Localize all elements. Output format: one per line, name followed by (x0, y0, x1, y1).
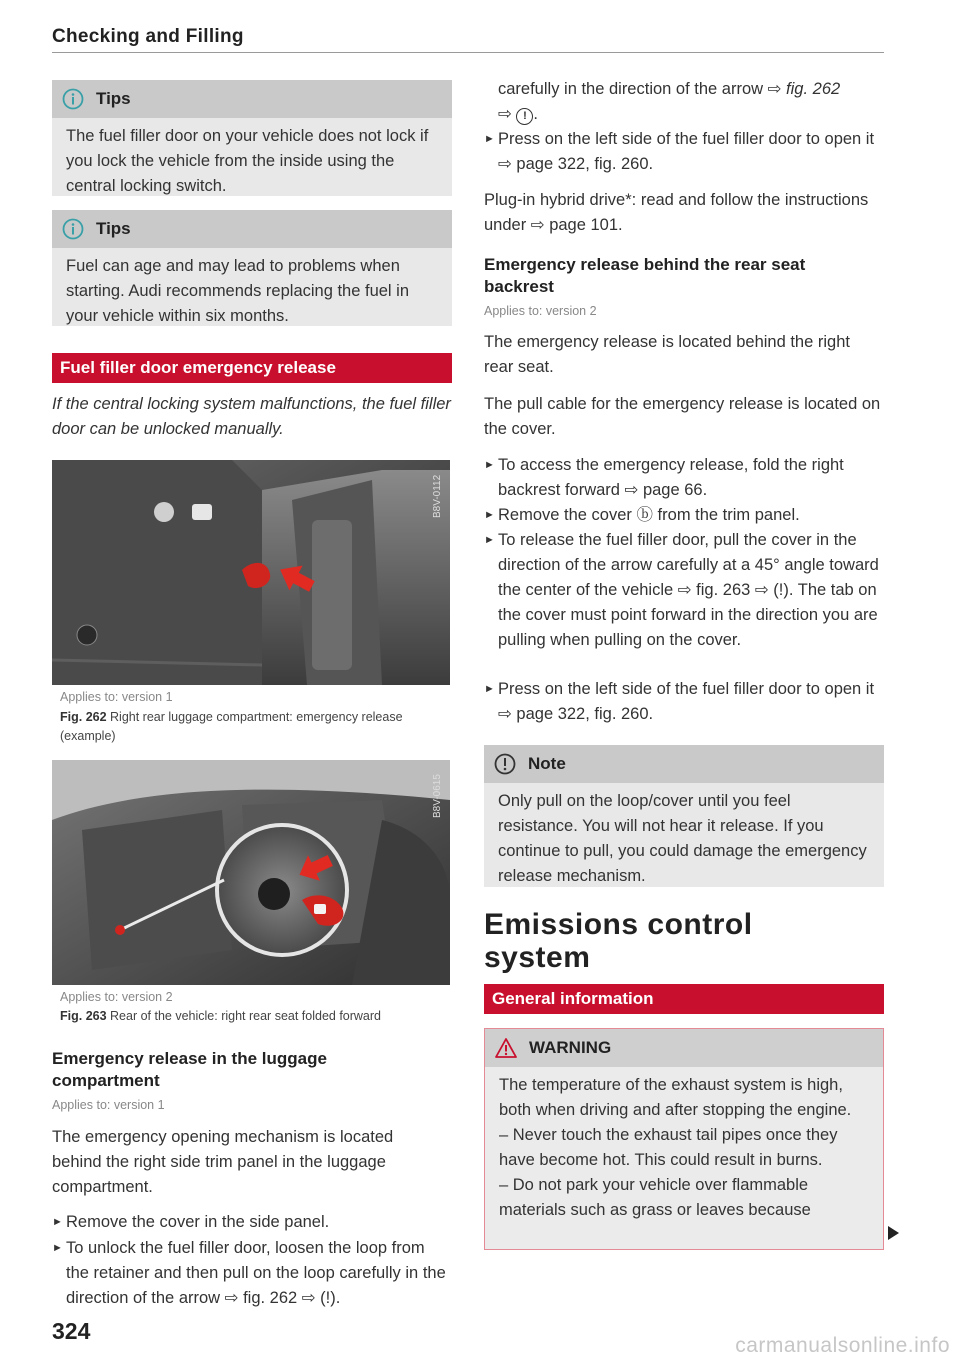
figure-number: Fig. 263 (60, 1009, 107, 1023)
warning-box (484, 1028, 884, 1250)
figure-caption (60, 708, 445, 746)
rear-seat-illustration (52, 760, 450, 985)
section-title-fuel-release: Fuel filler door emergency release (52, 353, 452, 383)
emissions-heading: Emissions control system (484, 908, 753, 974)
caution-icon (494, 753, 516, 775)
luggage-heading: Emergency release in the luggage compartment (52, 1049, 327, 1090)
figure-caption-text: Right rear luggage compartment: emergency release (example) (60, 710, 403, 743)
rearseat-p2: The pull cable for the emergency release is located on the cover. (484, 395, 881, 438)
luggage-step-2-continued: carefully in the direction of the arrow ⇨ fig. 262 ⇨ ! . (498, 80, 841, 123)
bullet-triangle-icon: ► (52, 1242, 63, 1254)
header-rule (52, 52, 884, 53)
rearseat-step-4: ► Press on the left side of the fuel filler door to open it ⇨ page 322, fig. 260. (484, 677, 884, 727)
warning-text: The temperature of the exhaust system is high, both when driving and after stopping the engine. (499, 1076, 852, 1119)
rearseat-step-2: ► Remove the cover ⓑ from the trim panel. (484, 503, 884, 528)
luggage-step-2: ► To unlock the fuel filler door, loosen the loop from the retainer and then pull on the loop carefully in the direction of the arrow ⇨ fig. 262 ⇨ (!). (52, 1236, 452, 1286)
rearseat-p1: The emergency release is located behind the right rear seat. (484, 333, 850, 376)
tips-box-1 (52, 80, 452, 196)
luggage-step-1: ► Remove the cover in the side panel. (52, 1210, 452, 1235)
figure-262-image (52, 460, 450, 685)
bullet-triangle-icon: ► (52, 1216, 63, 1228)
figure-applies: Applies to: version 1 (60, 690, 173, 704)
bullet-triangle-icon: ► (484, 683, 495, 695)
tips-header (52, 210, 452, 248)
tips-label: Tips (96, 89, 131, 108)
rearseat-heading: Emergency release behind the rear seat backrest (484, 255, 806, 296)
watermark: carmanualsonline.info (735, 1334, 950, 1357)
info-icon (62, 218, 84, 240)
hybrid-note: Plug-in hybrid drive*: read and follow the instructions under ⇨ page 101. (484, 191, 869, 234)
page-header-title: Checking and Filling (52, 26, 244, 47)
figure-code: B8V-0615 (432, 774, 443, 818)
luggage-compartment-illustration (52, 460, 450, 685)
figure-number: Fig. 262 (60, 710, 107, 724)
warning-triangle-icon (495, 1037, 517, 1059)
note-text: Only pull on the loop/cover until you feel resistance. You will not hear it release. If you continue to pull, you could damage the emergency release mechanism. (498, 792, 867, 885)
luggage-applies: Applies to: version 1 (52, 1098, 165, 1112)
tips-header (52, 80, 452, 118)
section-intro: If the central locking system malfunctions, the fuel filler door can be unlocked manually. (52, 395, 451, 438)
note-label: Note (528, 754, 566, 773)
tips-label: Tips (96, 219, 131, 238)
warning-dash-2: – Do not park your vehicle over flammable materials such as grass or leaves because (499, 1176, 811, 1219)
note-header (484, 745, 884, 783)
continue-arrow-icon (888, 1226, 899, 1240)
rearseat-step-1: ► To access the emergency release, fold the right backrest forward ⇨ page 66. (484, 453, 884, 503)
bullet-triangle-icon: ► (484, 534, 495, 546)
warning-header (485, 1029, 883, 1067)
info-icon (62, 88, 84, 110)
figure-caption (60, 1007, 445, 1026)
bullet-triangle-icon: ► (484, 459, 495, 471)
luggage-step-3: ► Press on the left side of the fuel filler door to open it ⇨ page 322, fig. 260. (484, 127, 884, 177)
tips-text: The fuel filler door on your vehicle does not lock if you lock the vehicle from the inside using the central locking switch. (66, 127, 429, 195)
caution-ref-icon: ! (516, 108, 533, 125)
bullet-triangle-icon: ► (484, 133, 495, 145)
warning-dash-1: – Never touch the exhaust tail pipes once they have become hot. This could result in burns. (499, 1126, 838, 1169)
figure-code: B8V-0112 (432, 474, 443, 518)
warning-label: WARNING (529, 1038, 612, 1057)
general-information-bar: General information (484, 984, 884, 1014)
tips-text: Fuel can age and may lead to problems when starting. Audi recommends replacing the fuel in your vehicle within six months. (66, 257, 410, 325)
note-box (484, 745, 884, 887)
tips-box-2 (52, 210, 452, 326)
luggage-paragraph: The emergency opening mechanism is located behind the right side trim panel in the luggage compartment. (52, 1128, 394, 1196)
figure-applies: Applies to: version 2 (60, 990, 173, 1004)
figure-caption-text: Rear of the vehicle: right rear seat folded forward (110, 1009, 382, 1023)
bullet-triangle-icon: ► (484, 509, 495, 521)
figure-263-image (52, 760, 450, 985)
rearseat-applies: Applies to: version 2 (484, 304, 597, 318)
rearseat-step-3: ► To release the fuel filler door, pull the cover in the direction of the arrow carefully at a 45° angle toward the center of the vehicle ⇨ fig. 263 ⇨ (!). The tab on the cover must point forward in the direction you are pulling when pulling on the cover. (484, 528, 884, 653)
page-number: 324 (52, 1318, 91, 1344)
